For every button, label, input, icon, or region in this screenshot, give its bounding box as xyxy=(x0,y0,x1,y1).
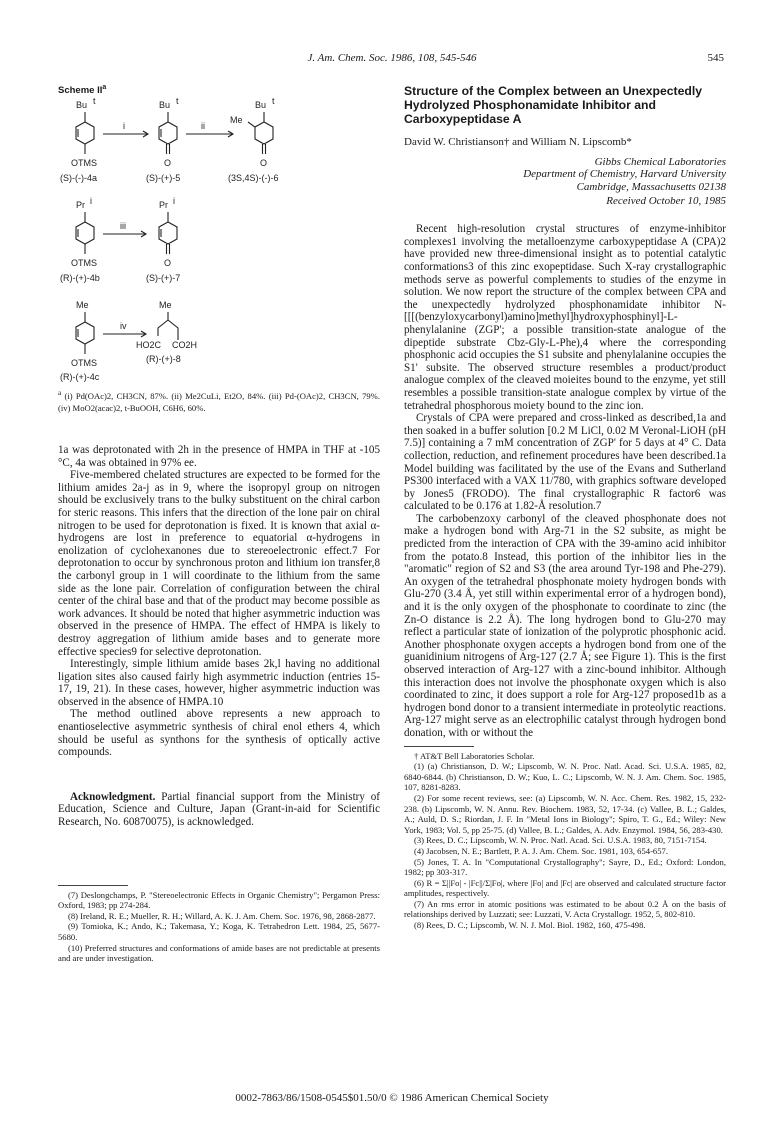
footnote-item: (4) Jacobsen, N. E.; Bartlett, P. A. J. Am. Chem. Soc. 1981, 103, 654-657. xyxy=(414,845,668,856)
footnote-item: † AT&T Bell Laboratories Scholar. xyxy=(414,750,535,761)
article-authors: David W. Christianson† and William N. Lipscomb* xyxy=(404,136,632,148)
body-paragraph: Recent high-resolution crystal structures of enzyme-inhibitor complexes1 involving the metalloenzyme carboxypeptidase A (CPA)2 have provided new three-dimensional insight as to potential catalytic conformations3 of this zinc exopeptidase. Such X-ray crystallographic methods serve as powerful complements to studies of the enzyme in solution. We now report the structure of the complex between CPA and the unexpectedly hydrolyzed phosphonamidate inhibitor N-[[[(benzyloxycarbonyl)amino]methyl]hydroxyphosphinyl]-L-phenylalanine (ZGP'; a possible transition-state analogue of the dipeptide substrate Cbz-Gly-L-Phe),4 where the corresponding phosphonic acid occupies the S1 subsite and phenylalanine occupies the S1' subsite. The observed structure resembles a product/product analogue complex of the cleaved moieites bound to the enzyme, yet still resembles a possible transition-state analogue complex by virtue of the tetrahedral phosphorous moiety bound to the zinc ion. xyxy=(404,223,726,412)
footnote-item: (5) Jones, T. A. In "Computational Crystallography"; Sayre, D., Ed.; Oxford: London, 1982; pp 303-317. xyxy=(404,856,726,878)
scheme-footnote: $^a$ (i) Pd(OAc)2, CH3CN, 87%. (ii) Me2CuLi, Et2O, 84%. (iii) Pd-(OAc)2, CH3CN, 79%. (iv) MoO2(acac)2, t-BuOOH, C6H6, 60%. xyxy=(58,389,380,413)
svg-text:(3S,4S)-(-)-6: (3S,4S)-(-)-6 xyxy=(228,173,279,184)
running-head: J. Am. Chem. Soc. 1986, 108, 545-546 xyxy=(307,52,477,64)
body-paragraph: The carbobenzoxy carbonyl of the cleaved phosphonate does not make a hydrogen bond with Arg-71 in the S2 subsite, as might be predicted from the interaction of CPA with the 39-amino acid inhibitor from the potato.8 Instead, this portion of the inhibitor lies in the "aromatic" region of S2 and S3 (the area around Tyr-198 and Phe-279). An oxygen of the tetrahedral phosphonate moiety hydrogen bonds with Glu-270 (3.4 Å, yet still within experimental error of a hydrogen bond), and it is the only oxygen of the phosphonate to coordinate to zinc (the Zn-O distance is 2.2 Å). The long hydrogen bond to Glu-270 may reflect a particular state of ionization of the polyprotic phosphonic acid. Another phosphonate oxygen accepts a hydrogen bond from one of the guanidinium nitrogens of Arg-127 (2.7 Å; see Figure 1). This is the first observed interaction of Arg-127 with a zinc-bound inhibitor. Although this interaction does not involve the phosphonate oxygen which is also coordinated to zinc, it does support a role for Arg-127 proposed1b as a hydrogen bond donor to a transient intermediate in proteolytic reactions. Arg-127 might serve as an electrophilic catalyst through hydrogen bond donation, with or without the xyxy=(404,512,726,739)
svg-text:ii: ii xyxy=(201,121,205,132)
footnote-rule xyxy=(58,885,128,886)
footnote-item: (3) Rees, D. C.; Lipscomb, W. N. Proc. Natl. Acad. Sci. U.S.A. 1983, 80, 7151-7154. xyxy=(414,835,707,846)
left-references xyxy=(58,890,380,964)
svg-text:t: t xyxy=(272,96,275,107)
svg-text:(R)-(+)-4b: (R)-(+)-4b xyxy=(60,273,100,284)
body-paragraph: Crystals of CPA were prepared and cross-linked as described,1a and then soaked in a buffer solution [0.2 M LiCl, 0.02 M Veronal-LiOH (pH 7.5)] containing a 7 mM concentration of ZGP' for 5 days at 4° C. Data collection, reduction, and refinement procedures have been described.1a Model building was facilitated by the use of the Evans and Sutherland PS300 interfaced with a VAX 11/780, with graphics software developed by Jones5 (FRODO). The final crystallographic R factor6 was calculated to be 0.176 at 1.82-Å resolution.7 xyxy=(404,412,726,513)
svg-text:HO2C: HO2C xyxy=(136,340,162,351)
reference-item: (8) Ireland, R. E.; Mueller, R. H.; Willard, A. K. J. Am. Chem. Soc. 1976, 98, 2868-2877. xyxy=(68,910,376,921)
page-number: 545 xyxy=(707,52,724,64)
scheme-row-1 xyxy=(76,112,273,154)
svg-text:Pr: Pr xyxy=(76,200,85,211)
svg-text:OTMS: OTMS xyxy=(71,358,97,369)
svg-text:(R)-(+)-8: (R)-(+)-8 xyxy=(146,354,181,365)
reference-item: (10) Preferred structures and conformations of amide bases are not predictable at presents and are under investigation. xyxy=(58,942,380,964)
right-footnotes xyxy=(404,751,726,931)
svg-text:Pr: Pr xyxy=(159,200,168,211)
svg-text:i: i xyxy=(123,121,125,132)
footnote-rule xyxy=(404,746,474,747)
body-paragraph: 1a was deprotonated with 2h in the presence of HMPA in THF at -105 °C, 4a was obtained in 97% ee. xyxy=(58,444,380,469)
right-column xyxy=(404,84,726,931)
reference-item: (9) Tomioka, K.; Ando, K.; Takemasa, Y.; Koga, K. Tetrahedron Lett. 1984, 25, 5677-5680. xyxy=(58,921,380,943)
scheme-row-2 xyxy=(76,212,177,254)
reaction-scheme xyxy=(58,92,380,384)
svg-text:(S)-(-)-4a: (S)-(-)-4a xyxy=(60,173,97,184)
svg-text:OTMS: OTMS xyxy=(71,258,97,269)
scheme-row-3 xyxy=(76,312,178,354)
svg-text:t: t xyxy=(93,96,96,107)
svg-text:(R)-(+)-4c: (R)-(+)-4c xyxy=(60,372,100,383)
page-footer: 0002-7863/86/1508-0545$01.50/0 © 1986 American Chemical Society xyxy=(235,1092,549,1104)
reference-item: (7) Deslongchamps, P. "Stereoelectronic Effects in Organic Chemistry"; Pergamon Press: Oxford, 1983; pp 274-284. xyxy=(58,889,380,911)
svg-text:Bu: Bu xyxy=(255,100,267,111)
footnote-item: (1) (a) Christianson, D. W.; Lipscomb, W. N. Proc. Natl. Acad. Sci. U.S.A. 1985, 82, 6840-6844. (b) Christianson, D. W.; Kuo, L. C.; Lipscomb, W. N. J. Am. Chem. Soc. 1985, 107, 8281-8283. xyxy=(404,761,726,793)
footnote-item: (6) R = Σ||Fo| - |Fc||/Σ|Fo|, where |Fo| and |Fc| are observed and calculated structure factor amplitudes, respectively. xyxy=(404,877,726,899)
footnote-item: (8) Rees, D. C.; Lipscomb, W. N. J. Mol. Biol. 1982, 160, 475-498. xyxy=(414,920,646,931)
svg-text:Bu: Bu xyxy=(159,100,171,111)
received-date: Received October 10, 1985 xyxy=(606,195,726,208)
footnote-item: (2) For some recent reviews, see: (a) Lipscomb, W. N. Acc. Chem. Res. 1982, 15, 232-238. (b) Lipscomb, W. N. Annu. Rev. Biochem. 1983, 52, 17-34. (c) Vallee, B. L.; Galdes, A.; Auld, D. S.; Riordan, J. F. In "Metal Ions in Biology"; Spiro, T. G., Ed.; Wiley: New York, 1983; Vol. 5, pp 25-75. (d) Vallee, B. L.; Galdes, A. Adv. Enzymol. 1984, 56, 283-430. xyxy=(404,792,726,835)
svg-text:Bu: Bu xyxy=(76,100,88,111)
left-column xyxy=(58,84,380,964)
svg-text:Me: Me xyxy=(76,300,89,311)
svg-text:(S)-(+)-7: (S)-(+)-7 xyxy=(146,273,181,284)
svg-text:t: t xyxy=(176,96,179,107)
svg-text:O: O xyxy=(164,258,172,269)
svg-text:Me: Me xyxy=(159,300,172,311)
affiliation: Gibbs Chemical Laboratories Department of Chemistry, Harvard University Cambridge, Massachusetts 02138 xyxy=(523,156,726,193)
svg-text:i: i xyxy=(173,196,175,207)
svg-text:Me: Me xyxy=(230,115,243,126)
body-paragraph: The method outlined above represents a new approach to enantioselective asymmetric synthesis of chiral enol ethers 4, which should be useful as synthons for the synthesis of optically active compounds. xyxy=(58,708,380,759)
scheme-label: Scheme $II^a$ xyxy=(58,84,107,97)
svg-text:OTMS: OTMS xyxy=(71,158,97,169)
body-paragraph: Interestingly, simple lithium amide bases 2k,l having no additional ligation sites also caused fairly high asymmetric induction (entries 15-17, 19, 21). In these cases, however, higher asymmetric induction was observed in the absence of HMPA.10 xyxy=(58,658,380,708)
svg-text:CO2H: CO2H xyxy=(172,340,198,351)
svg-text:iv: iv xyxy=(120,321,127,332)
footnote-item: (7) An rms error in atomic positions was estimated to be about 0.2 Å on the basis of relationships derived by Luzzati; see: Luzzati, V. Acta Crystallogr. 1952, 5, 802-810. xyxy=(404,898,726,920)
svg-text:iii: iii xyxy=(120,221,126,232)
acknowledgment: Acknowledgment. Partial financial support from the Ministry of Education, Science and Culture, Japan (Grant-in-aid for Scientific Research, No. 60870075), is acknowledged. xyxy=(58,790,380,829)
svg-text:i: i xyxy=(90,196,92,207)
article-title: Structure of the Complex between an Unexpectedly Hydrolyzed Phosphonamidate Inhibitor and Carboxypeptidase A xyxy=(404,84,702,126)
svg-text:O: O xyxy=(260,158,268,169)
svg-text:O: O xyxy=(164,158,172,169)
svg-text:(S)-(+)-5: (S)-(+)-5 xyxy=(146,173,181,184)
body-paragraph: Five-membered chelated structures are expected to be formed for the lithium amides 2a-j as in 9, where the isopropyl group on nitrogen should be exclusively trans to the bulky substituent on the chiral carbon for steric reasons. This infers that the direction of the lone pair on chiral nitrogen to be used for deprotonation is fixed. It is known that axial α-hydrogens are lost in preference to equatorial α-hydrogens in enolization of cyclohexanones due to stereoelectronic effect.7 For deprotonation to occur by synchronous proton and lithium ion transfer,8 the carbonyl group in 1 will coordinate to the lithium from the same side as the lone pair. Correlation of configuration between the chiral center of the chiral base and that of the product may become possible as work advances. It should be noted that higher asymmetric induction was observed in the presence of HMPA. The effect of HMPA is likely to destroy aggregation of lithium amide bases and to generate more effective species9 for selective deprotonation. xyxy=(58,469,380,658)
